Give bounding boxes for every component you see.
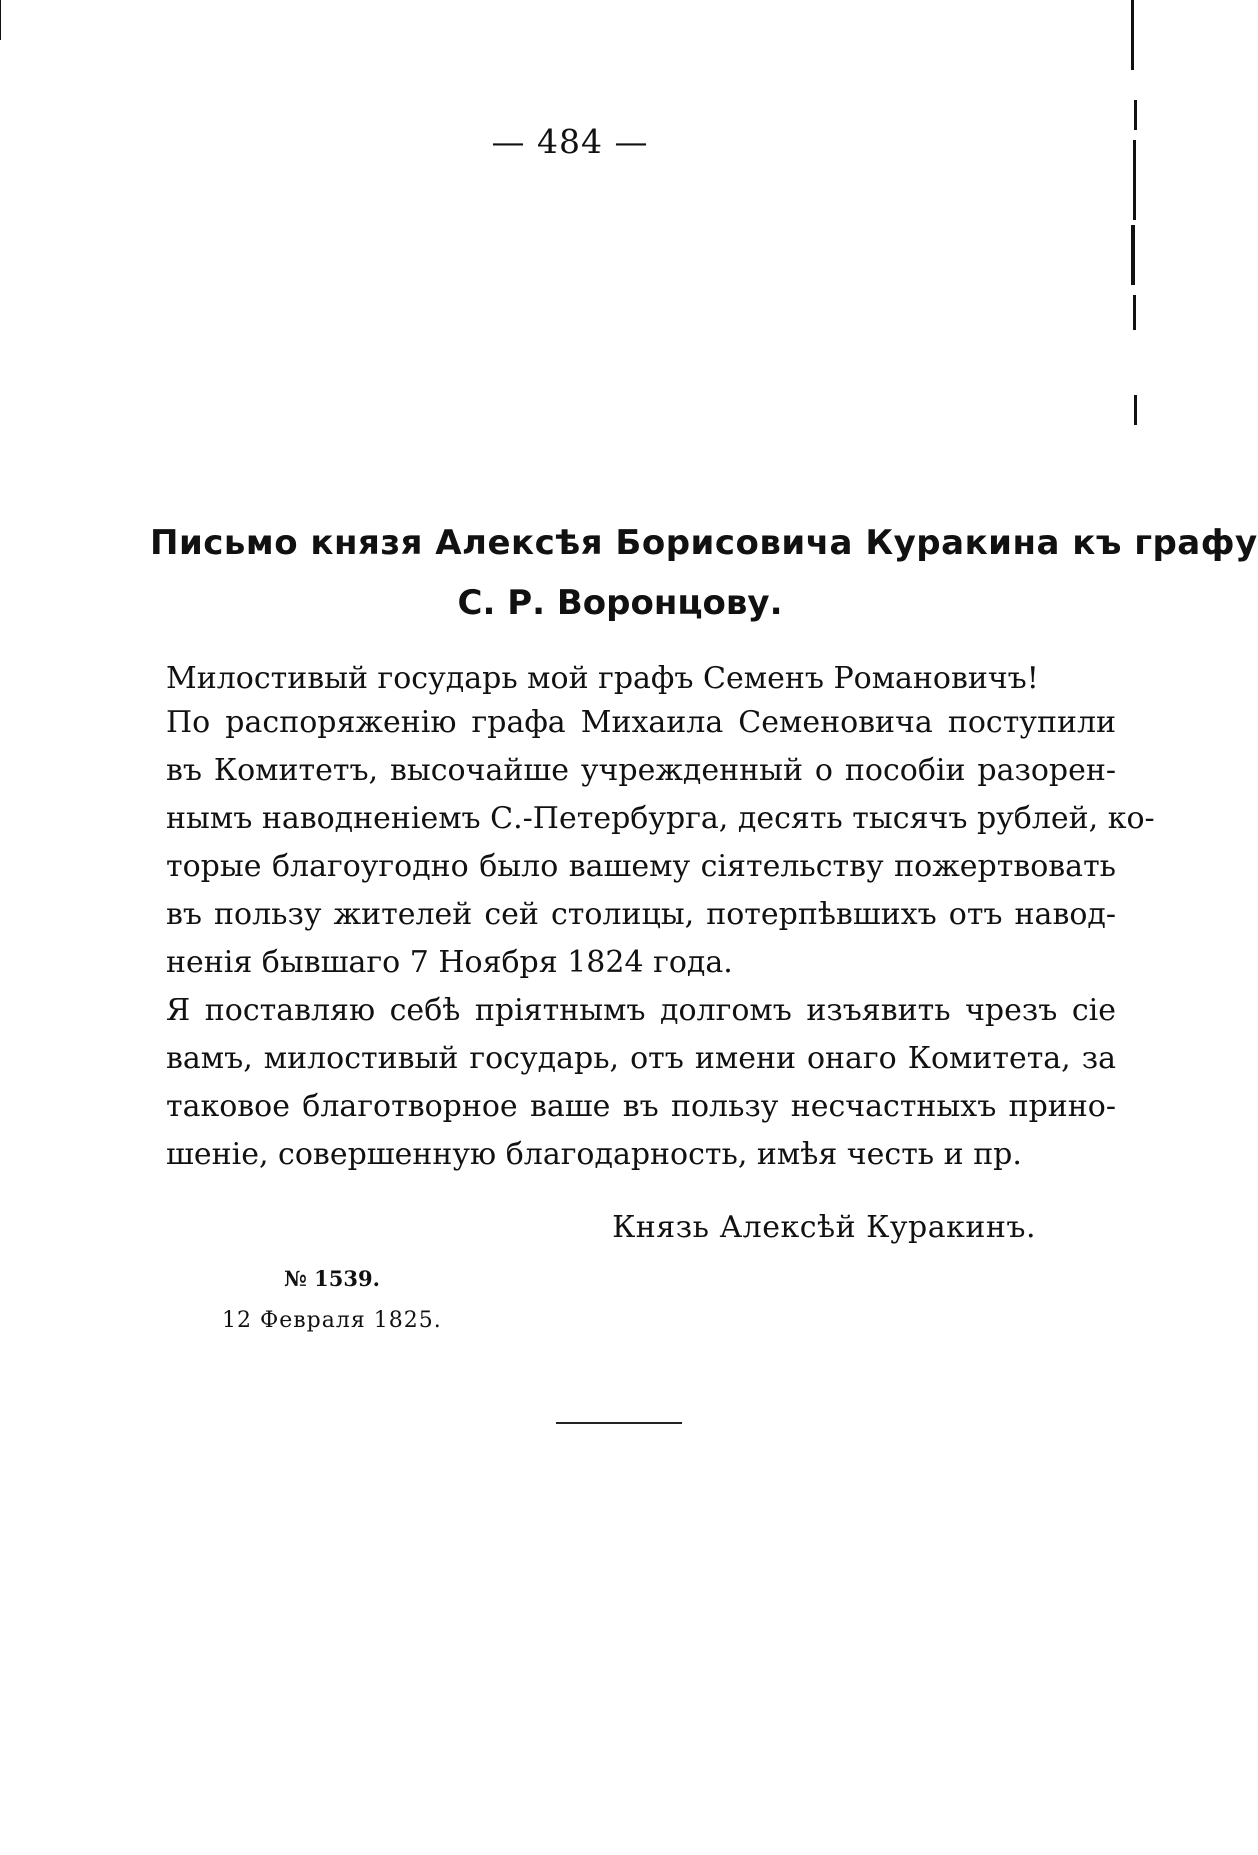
scan-edge-mark [1134,395,1137,425]
document-number: № 1539. [284,1266,380,1291]
paragraph-1-line: По распоряженію графа Михаила Семеновича поступили [166,705,1116,740]
salutation: Милостивый государь мой графъ Семенъ Романовичъ! [166,661,1039,696]
document-date: 12 Февраля 1825. [222,1308,442,1333]
paragraph-1-line: въ пользу жителей сей столицы, потерпѣвшихъ отъ навод- [166,897,1116,932]
letter-title [150,513,1258,633]
paragraph-1-line: нымъ наводненіемъ С.-Петербурга, десять тысячъ рублей, ко- [166,801,1155,836]
page-number: — 484 — [491,122,649,161]
scan-edge-mark [1133,295,1136,330]
title-line-2: С. Р. Воронцову. [457,583,783,623]
scan-edge-mark [1131,0,1134,70]
paragraph-1-line: торые благоугодно было вашему сіятельству пожертвовать [166,849,1116,884]
scan-edge-mark [1134,100,1137,130]
paragraph-2-line: вамъ, милостивый государь, отъ имени онаго Комитета, за [166,1041,1116,1076]
paragraph-2-line: таковое благотворное ваше въ пользу несчастныхъ прино- [166,1089,1116,1124]
section-divider [556,1422,682,1424]
paragraph-1-line: ненія бывшаго 7 Ноября 1824 года. [166,945,733,980]
signature: Князь Алексѣй Куракинъ. [612,1210,1036,1245]
title-line-1: Письмо князя Алексѣя Борисовича Куракина къ графу [150,523,1258,563]
scan-edge-mark [1131,225,1135,285]
paragraph-2-line: шеніе, совершенную благодарность, имѣя честь и пр. [166,1137,1022,1172]
scan-edge-mark [0,0,1,40]
paragraph-1-line: въ Комитетъ, высочайше учрежденный о пособіи разорен- [166,753,1116,788]
scan-edge-mark [1133,140,1136,220]
paragraph-2-line: Я поставляю себѣ пріятнымъ долгомъ изъявить чрезъ сіе [166,993,1116,1028]
